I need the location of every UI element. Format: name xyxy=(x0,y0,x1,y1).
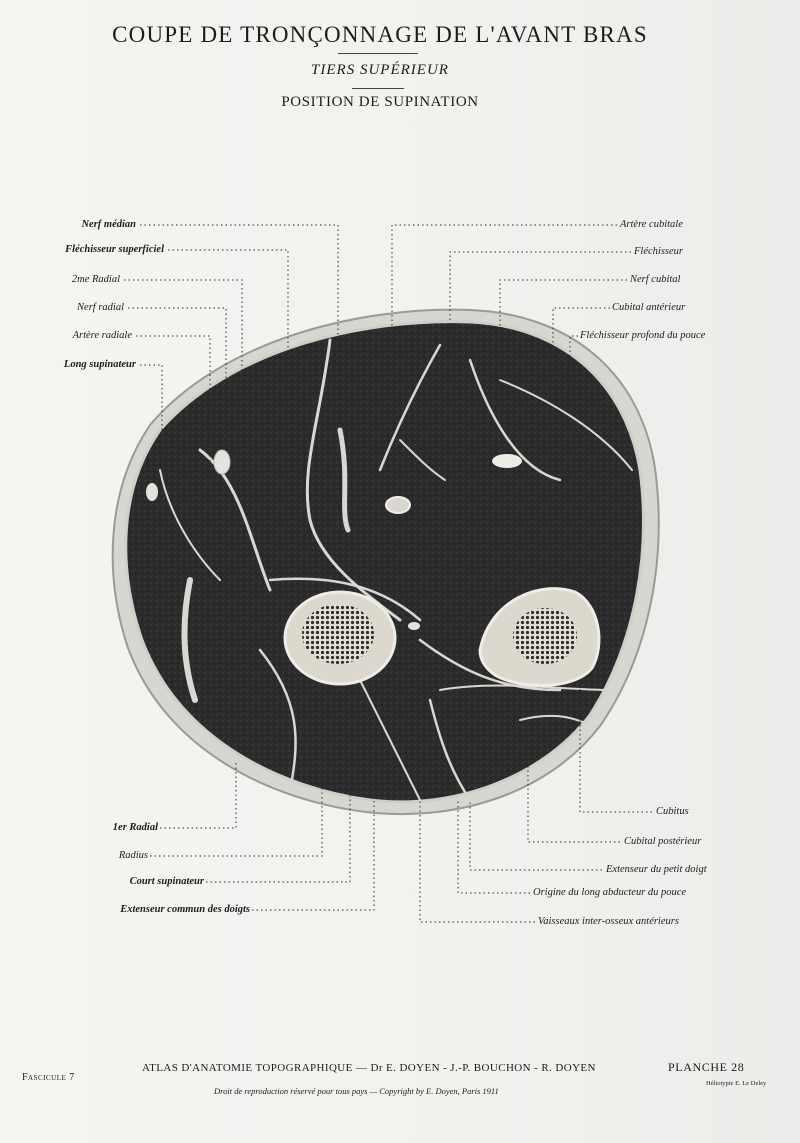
label-nerf-radial: Nerf radial xyxy=(77,302,124,313)
label-cubitus: Cubitus xyxy=(656,806,689,817)
label-extenseur-commun-doigts: Extenseur commun des doigts xyxy=(120,904,250,915)
label-artere-radiale: Artère radiale xyxy=(72,330,132,341)
label-radius: Radius xyxy=(118,850,148,861)
label-2me-radial: 2me Radial xyxy=(71,274,120,285)
label-1er-radial: 1er Radial xyxy=(112,822,158,833)
plate-title: COUPE DE TRONÇONNAGE DE L'AVANT BRAS xyxy=(112,22,648,47)
plate-subtitle: TIERS SUPÉRIEUR xyxy=(311,62,449,78)
nerve-median-section xyxy=(386,497,410,513)
label-court-supinateur: Court supinateur xyxy=(129,876,204,887)
label-nerf-median: Nerf médian xyxy=(81,219,136,230)
artery-radial-section xyxy=(214,450,230,474)
label-flechisseur-superficiel: Fléchisseur superficiel xyxy=(65,244,164,255)
label-flechisseur-profond-pouce: Fléchisseur profond du pouce xyxy=(580,330,706,341)
label-nerf-cubital: Nerf cubital xyxy=(630,274,681,285)
plate-position: POSITION DE SUPINATION xyxy=(281,94,479,110)
label-artere-cubitale: Artère cubitale xyxy=(620,219,683,230)
nerve-radial-section xyxy=(146,483,158,501)
interosseous-vessels xyxy=(408,622,420,630)
label-extenseur-petit-doigt: Extenseur du petit doigt xyxy=(606,864,707,875)
footer-fascicule: Fascicule 7 xyxy=(22,1072,75,1083)
label-long-supinateur: Long supinateur xyxy=(63,359,136,370)
label-cubital-posterieur: Cubital postérieur xyxy=(624,836,702,847)
radius-bone xyxy=(285,592,395,684)
footer-atlas-title: ATLAS D'ANATOMIE TOPOGRAPHIQUE — Dr E. DOYEN - J.-P. BOUCHON - R. DOYEN xyxy=(142,1062,596,1074)
artery-cubital-section xyxy=(492,454,522,468)
footer-planche-number: PLANCHE 28 xyxy=(668,1060,745,1074)
label-origine-long-abducteur: Origine du long abducteur du pouce xyxy=(533,887,687,898)
label-flechisseur: Fléchisseur xyxy=(634,246,683,257)
footer-heliotypie: Héliotypie E. Le Deley xyxy=(706,1080,767,1087)
label-cubital-anterieur: Cubital antérieur xyxy=(612,302,686,313)
label-vaisseaux-inter-osseux: Vaisseaux inter-osseux antérieurs xyxy=(538,916,679,927)
footer-copyright: Droit de reproduction réservé pour tous pays — Copyright by E. Doyen, Paris 1911 xyxy=(214,1086,499,1096)
